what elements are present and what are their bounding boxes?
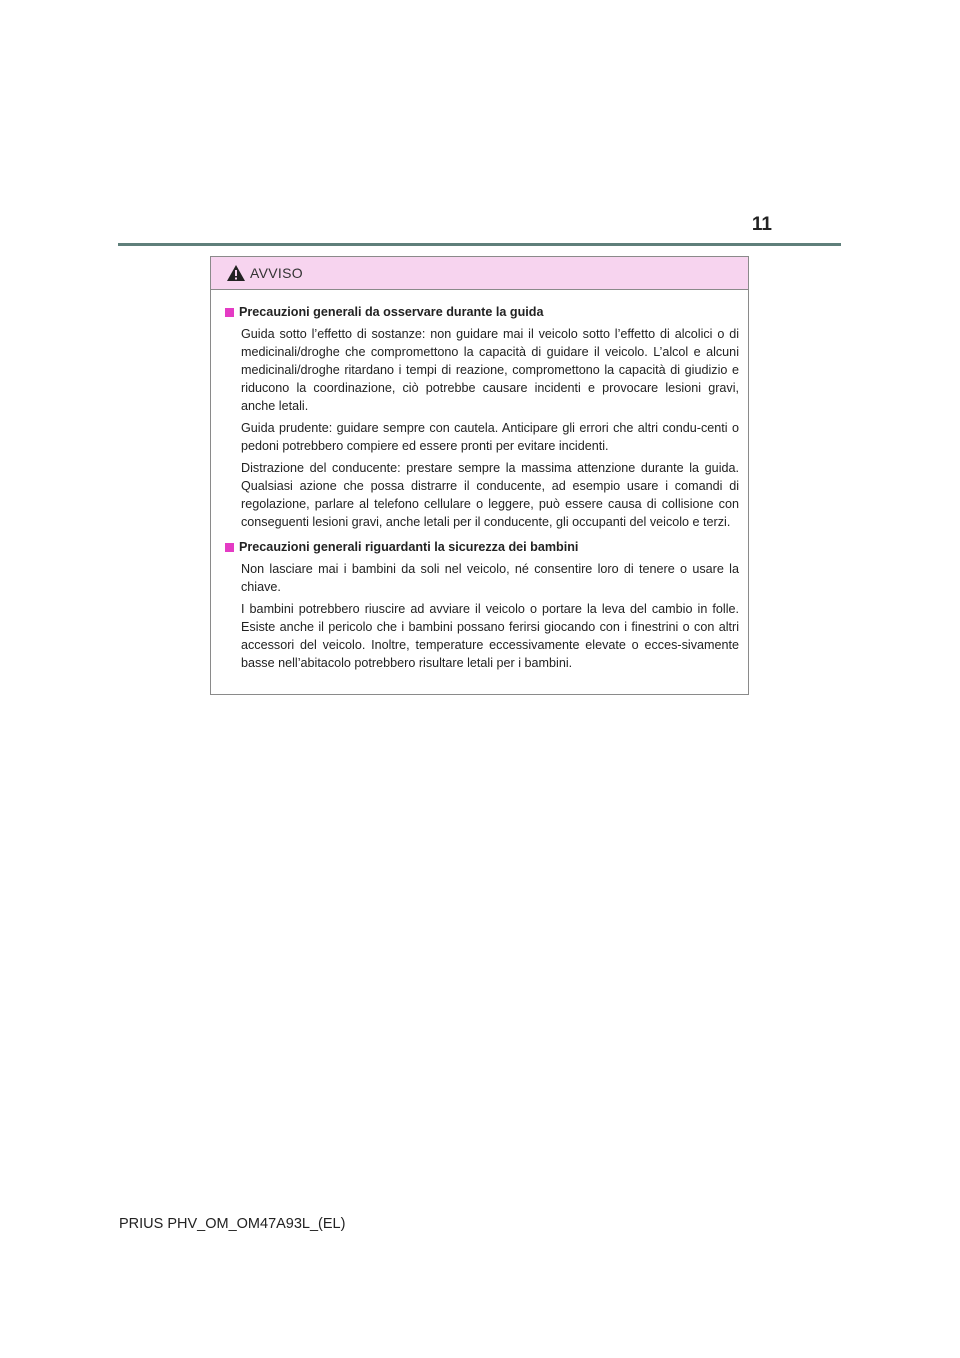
square-bullet-icon <box>225 308 234 317</box>
warning-body <box>211 290 748 672</box>
section-heading-text: Precauzioni generali riguardanti la sicurezza dei bambini <box>239 540 579 554</box>
footer-code: PRIUS PHV_OM_OM47A93L_(EL) <box>119 1216 346 1232</box>
paragraph: Distrazione del conducente: prestare sempre la massima attenzione durante la guida. Qualsiasi azione che possa distrarre il conducente, ad esempio usare i comandi di regolazione, parlare al telefono cellulare o leggere, può essere causa di collisione con conseguenti lesioni gravi, anche letali per il conducente, gli occupanti del veicolo e terzi. <box>241 461 739 529</box>
paragraph: Guida prudente: guidare sempre con cautela. Anticipare gli errori che altri condu-centi o pedoni potrebbero compiere ed essere pronti per evitare incidenti. <box>241 421 739 453</box>
warning-box <box>210 256 749 695</box>
page-number: 11 <box>751 214 772 235</box>
warning-title: AVVISO <box>250 265 303 281</box>
warning-header <box>211 257 748 290</box>
header-rule <box>118 243 841 246</box>
section-heading-text: Precauzioni generali da osservare durante la guida <box>239 305 544 319</box>
paragraph: I bambini potrebbero riuscire ad avviare il veicolo o portare la leva del cambio in folle. Esiste anche il pericolo che i bambini possano ferirsi giocando con i finestrini o con altri accessori del veicolo. Inoltre, temperature eccessivamente elevate o ecces-sivamente basse nell’abitacolo potrebbero risultare letali per i bambini. <box>241 602 739 670</box>
square-bullet-icon <box>225 543 234 552</box>
section-heading <box>225 538 739 556</box>
warning-triangle-icon <box>226 264 246 282</box>
paragraph: Non lasciare mai i bambini da soli nel veicolo, né consentire loro di tenere o usare la chiave. <box>241 562 739 594</box>
section-heading <box>225 303 739 321</box>
paragraph: Guida sotto l’effetto di sostanze: non guidare mai il veicolo sotto l’effetto di alcolici o di medicinali/droghe che compromettono la capacità di guidare il veicolo. L’alcol e alcuni medicinali/droghe ritardano i tempi di reazione, compromettono la capacità di giudizio e riducono la coordinazione, ciò potrebbe causare incidenti e provocare lesioni gravi, anche letali. <box>241 327 739 413</box>
